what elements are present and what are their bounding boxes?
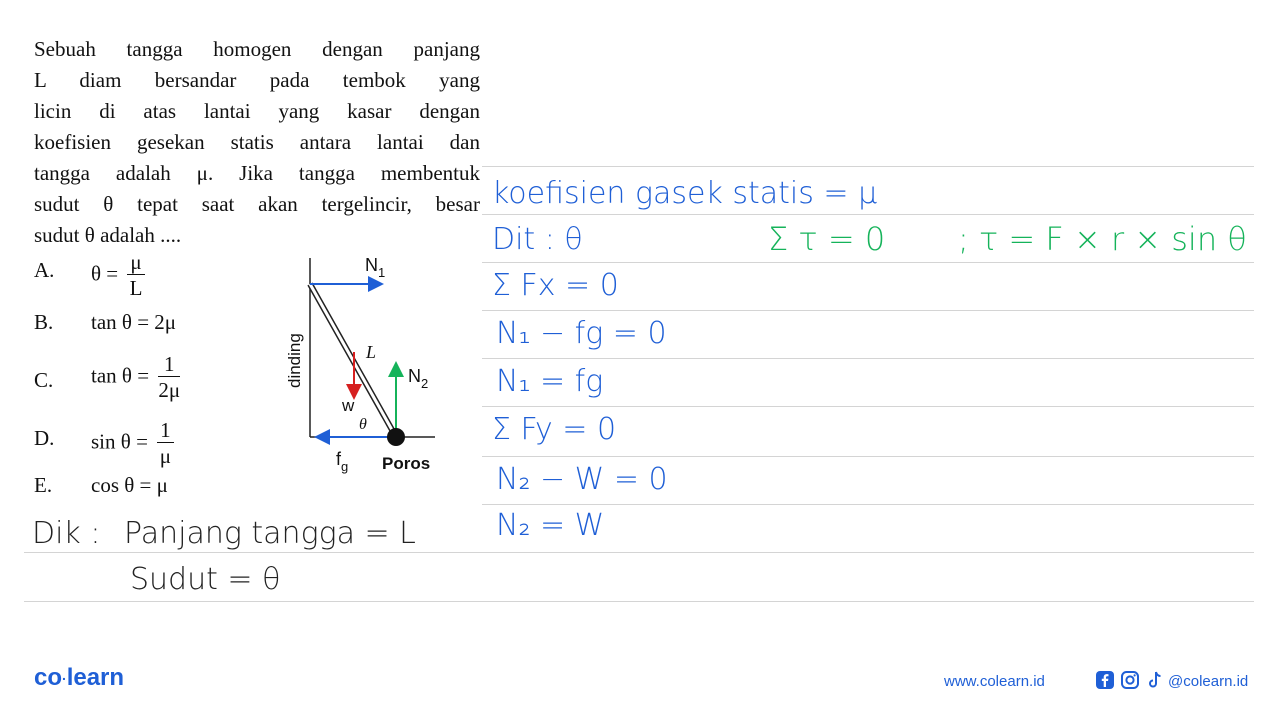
hw-sum-fy: Σ Fy = 0: [492, 412, 617, 447]
website-link[interactable]: www.colearn.id: [944, 673, 1045, 690]
colearn-logo: co·learn: [34, 664, 125, 691]
hw-dik: Dik :: [32, 516, 101, 551]
hw-n1-eq: N₁ = fg: [496, 364, 604, 399]
facebook-icon[interactable]: [1095, 670, 1115, 690]
rule-line: [24, 601, 1254, 602]
hw-sudut: Sudut = θ: [130, 562, 281, 597]
tiktok-icon[interactable]: [1145, 670, 1165, 690]
problem-line: licin di atas lantai yang kasar dengan: [34, 99, 480, 123]
hw-n1-fg: N₁ − fg = 0: [496, 316, 667, 351]
hw-n2-w: N₂ − W = 0: [496, 462, 668, 497]
problem-line: sudut θ tepat saat akan tergelincir, besar: [34, 192, 480, 216]
ladder-diagram: [270, 240, 470, 480]
friction-label: $f_g$: [336, 449, 349, 474]
rule-line: [482, 406, 1254, 407]
fraction: $\frac{1}{2\mu}$: [158, 352, 181, 402]
hw-n2-eq: N₂ = W: [496, 508, 605, 543]
angle-label: θ: [359, 416, 367, 433]
rule-line: [482, 504, 1254, 505]
problem-line: Sebuah tangga homogen dengan panjang: [34, 37, 480, 61]
logo-dot-icon: ·: [62, 670, 67, 687]
rule-line: [482, 214, 1254, 215]
rule-line: [482, 358, 1254, 359]
social-handle[interactable]: @colearn.id: [1168, 673, 1249, 690]
problem-line: tangga adalah μ. Jika tangga membentuk: [34, 161, 480, 185]
rule-line: [24, 552, 1254, 553]
hw-torque-def: ; τ = F × r × sin θ: [958, 220, 1247, 258]
problem-line: koefisien gesekan statis antara lantai dan: [34, 130, 480, 154]
hw-panjang: Panjang tangga = L: [124, 516, 416, 551]
pivot-label: Poros: [382, 454, 431, 473]
hw-torque-sum: Σ τ = 0: [768, 220, 886, 258]
problem-text: [34, 34, 480, 251]
weight-label: w: [342, 396, 355, 415]
n1-label: $N_1$: [365, 255, 386, 280]
rule-line: [482, 456, 1254, 457]
instagram-icon[interactable]: [1120, 670, 1140, 690]
length-label: L: [366, 342, 377, 362]
fraction: $\frac{1}{\mu}$: [157, 418, 174, 469]
hw-sum-fx: Σ Fx = 0: [492, 268, 619, 303]
problem-line: sudut θ adalah ....: [34, 223, 182, 247]
problem-line: L diam bersandar pada tembok yang: [34, 68, 480, 92]
hw-dit: Dit : θ: [492, 222, 583, 257]
rule-line: [482, 310, 1254, 311]
wall-label: dinding: [285, 333, 304, 388]
fraction: $\frac{\mu}{L}$: [127, 250, 144, 301]
rule-line: [482, 166, 1254, 167]
rule-line: [482, 262, 1254, 263]
n2-label: $N_2$: [408, 366, 429, 391]
pivot-point: [387, 428, 405, 446]
hw-koefisien: koefisien gasek statis = μ: [492, 176, 878, 211]
